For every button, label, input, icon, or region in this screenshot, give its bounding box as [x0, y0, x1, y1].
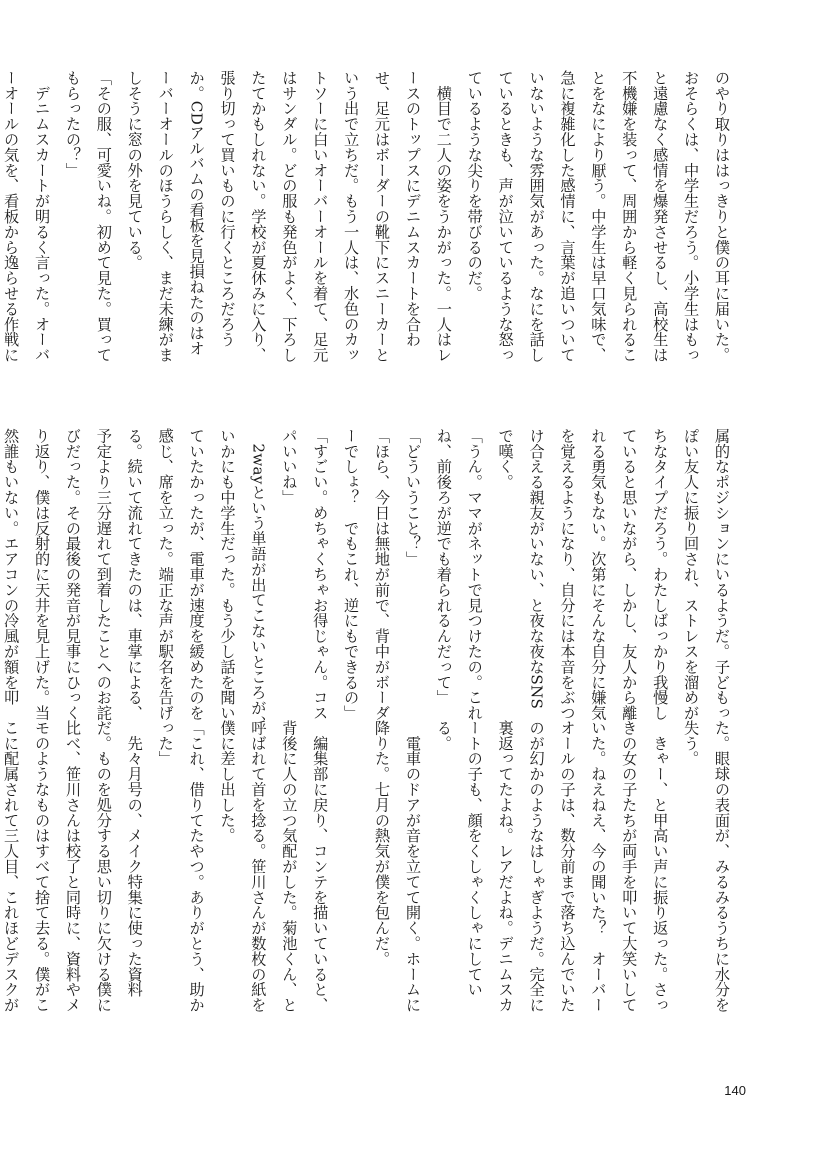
text-line: 「すごい。めちゃくちゃお得じゃん。コス: [311, 428, 330, 721]
text-line: と遠慮なく感情を爆発させるし、高校生は: [651, 70, 670, 363]
text-line: 編集部に戻り、コンテを描いていると、: [311, 720, 330, 1013]
text-line: 予定より三分遅れて到着したことへのお詫: [94, 428, 113, 721]
text-line: 「どういうこと？」: [403, 428, 422, 567]
text-line: いないような雰囲気があった。なにを話し: [527, 70, 546, 363]
text-line: 「ほら、今日は無地が前で、背中がボーダ: [373, 428, 392, 721]
text-line: モのようなものはすべて捨て去る。僕がこ: [33, 720, 52, 1013]
text-line: のやり取りははっきりと僕の耳に届いた。: [713, 70, 731, 363]
page-number: 140: [724, 1083, 746, 1098]
text-line: ているときも、声が泣いているような怒っ: [496, 70, 515, 363]
text-line: ちなタイプだろう。わたしばっかり我慢し: [651, 428, 670, 721]
text-line: だ。ものを処分する思い切りに欠ける僕に: [94, 720, 113, 1013]
text-line: 2wayという単語が出てこないところが、: [249, 428, 268, 731]
text-line: せ、足元はボーダーの靴下にスニーカーと: [373, 70, 392, 363]
text-line: 電車のドアが音を立てて開く。ホームに: [403, 720, 422, 1013]
text-line: 感じ、席を立った。端正な声が駅名を告げ: [156, 428, 175, 721]
text-line: たてかもしれない。学校が夏休みに入り、: [249, 70, 268, 363]
text-line: 降りた。七月の熱気が僕を包んだ。: [373, 720, 392, 967]
text-line: ーバーオールのほうらしく、まだ未練がま: [156, 70, 175, 363]
text-line: ね、前後ろが逆でも着られるんだって」: [434, 428, 453, 706]
text-line: とをなにより厭う。中学生は早口気味で、: [589, 70, 608, 363]
text-line: のが幻かのようなはしゃぎようだ。完全に: [527, 720, 546, 1013]
text-line: 横目で二人の姿をうかがった。一人はレ: [434, 70, 453, 363]
text-line: 比べ、笹川さんは校了と同時に、資料やメ: [63, 720, 82, 1013]
text-line: 不機嫌を装って、周囲から軽く見られるこ: [620, 70, 639, 363]
text-line: り返り、僕は反射的に天井を見上げた。当: [33, 428, 52, 721]
text-line: しそうに窓の外を見ている。: [125, 70, 144, 271]
text-line: トソーに白いオーバーオールを着て、足元: [311, 70, 330, 363]
text-line: れる勇気もない。次第にそんな自分に嫌気: [589, 428, 608, 721]
text-line: はサンダル。どの服も発色がよく、下ろし: [280, 70, 299, 363]
text-line: いた。ねえねえ、今の聞いた？ オーバー: [589, 720, 608, 1013]
text-line: オールの子は、数分前まで落ち込んでいた: [558, 720, 577, 1013]
text-line: を覚えるようになり、自分には本音をぶつ: [558, 428, 577, 721]
text-line: 「これ、借りてたやつ。ありがとう、助か: [187, 720, 206, 1013]
text-line: いかにも中学生だった。もう少し話を聞い: [218, 428, 237, 721]
text-line: 属的なポジションにいるようだ。子どもっ: [713, 428, 731, 721]
text-line: ーでしょ？ でもこれ、逆にもできるの」: [342, 428, 361, 721]
text-line: 僕に差し出した。: [218, 720, 237, 844]
text-line: で嘆く。: [496, 428, 515, 490]
text-line: 張り切って買いものに行くところだろう: [218, 70, 237, 348]
text-line: 急に複雑化した感情に、言葉が追いついて: [558, 70, 577, 363]
middle-text-tier: [2, 428, 737, 768]
text-line: る。: [434, 720, 453, 751]
text-line: ースのトップスにデニムスカートを合わ: [403, 70, 422, 348]
text-line: 失う。: [682, 720, 701, 767]
text-line: た。眼球の表面が、みるみるうちに水分を: [713, 720, 731, 1013]
text-line: ていたかったが、電車が速度を緩めたのを: [187, 428, 206, 721]
text-line: 然誰もいない。エアコンの冷風が額を叩: [2, 428, 21, 706]
text-line: 「その服、可愛いね。初めて見た。買って: [94, 70, 113, 363]
text-line: ていると思いながら、しかし、友人から離: [620, 428, 639, 721]
text-line: 「うん。ママがネットで見つけたの。これ: [465, 428, 484, 721]
text-line: 先々月号の、メイク特集に使った資料: [125, 720, 144, 998]
text-line: こに配属されて三人目、これほどデスクが: [2, 720, 21, 1013]
text-line: いう出で立ちだ。もう一人は、水色のカッ: [342, 70, 361, 363]
text-line: ているような尖りを帯びるのだ。: [465, 70, 484, 301]
text-line: おそらくは、中学生だろう。小学生はもっ: [682, 70, 701, 363]
text-line: 裏返ってたよね。レアだよね。デニムスカ: [496, 720, 515, 1013]
text-line: パいいね」: [280, 428, 299, 505]
lower-text-tier: [2, 720, 737, 1065]
text-line: った」: [156, 720, 175, 767]
text-line: きゃー、と甲高い声に振り返った。さっ: [651, 720, 670, 1013]
text-line: 背後に人の立つ気配がした。菊池くん、と: [280, 720, 299, 1013]
text-line: ーオールの気を、看板から逸らせる作戦に: [2, 70, 21, 363]
text-line: ートの子も、顔をくしゃくしゃにしてい: [465, 720, 484, 998]
text-line: け合える親友がいない、と夜な夜なSNS: [527, 428, 546, 710]
text-line: びだった。その最後の発音が見事にひっく: [63, 428, 82, 721]
text-line: もらったの？」: [63, 70, 82, 178]
text-line: 呼ばれて首を捻る。笹川さんが数枚の紙を: [249, 720, 268, 1013]
text-line: る。続いて流れてきたのは、車掌による、: [125, 428, 144, 721]
text-line: ぽい友人に振り回され、ストレスを溜めが: [682, 428, 701, 721]
text-line: きの女の子たちが両手を叩いて大笑いして: [620, 720, 639, 1013]
text-line: か。CDアルバムの看板を見損ねたのはオ: [187, 70, 206, 356]
upper-text-tier: [2, 70, 737, 410]
text-line: [335, 720, 366, 1065]
text-line: デニムスカートが明るく言った。オーバ: [33, 70, 52, 363]
